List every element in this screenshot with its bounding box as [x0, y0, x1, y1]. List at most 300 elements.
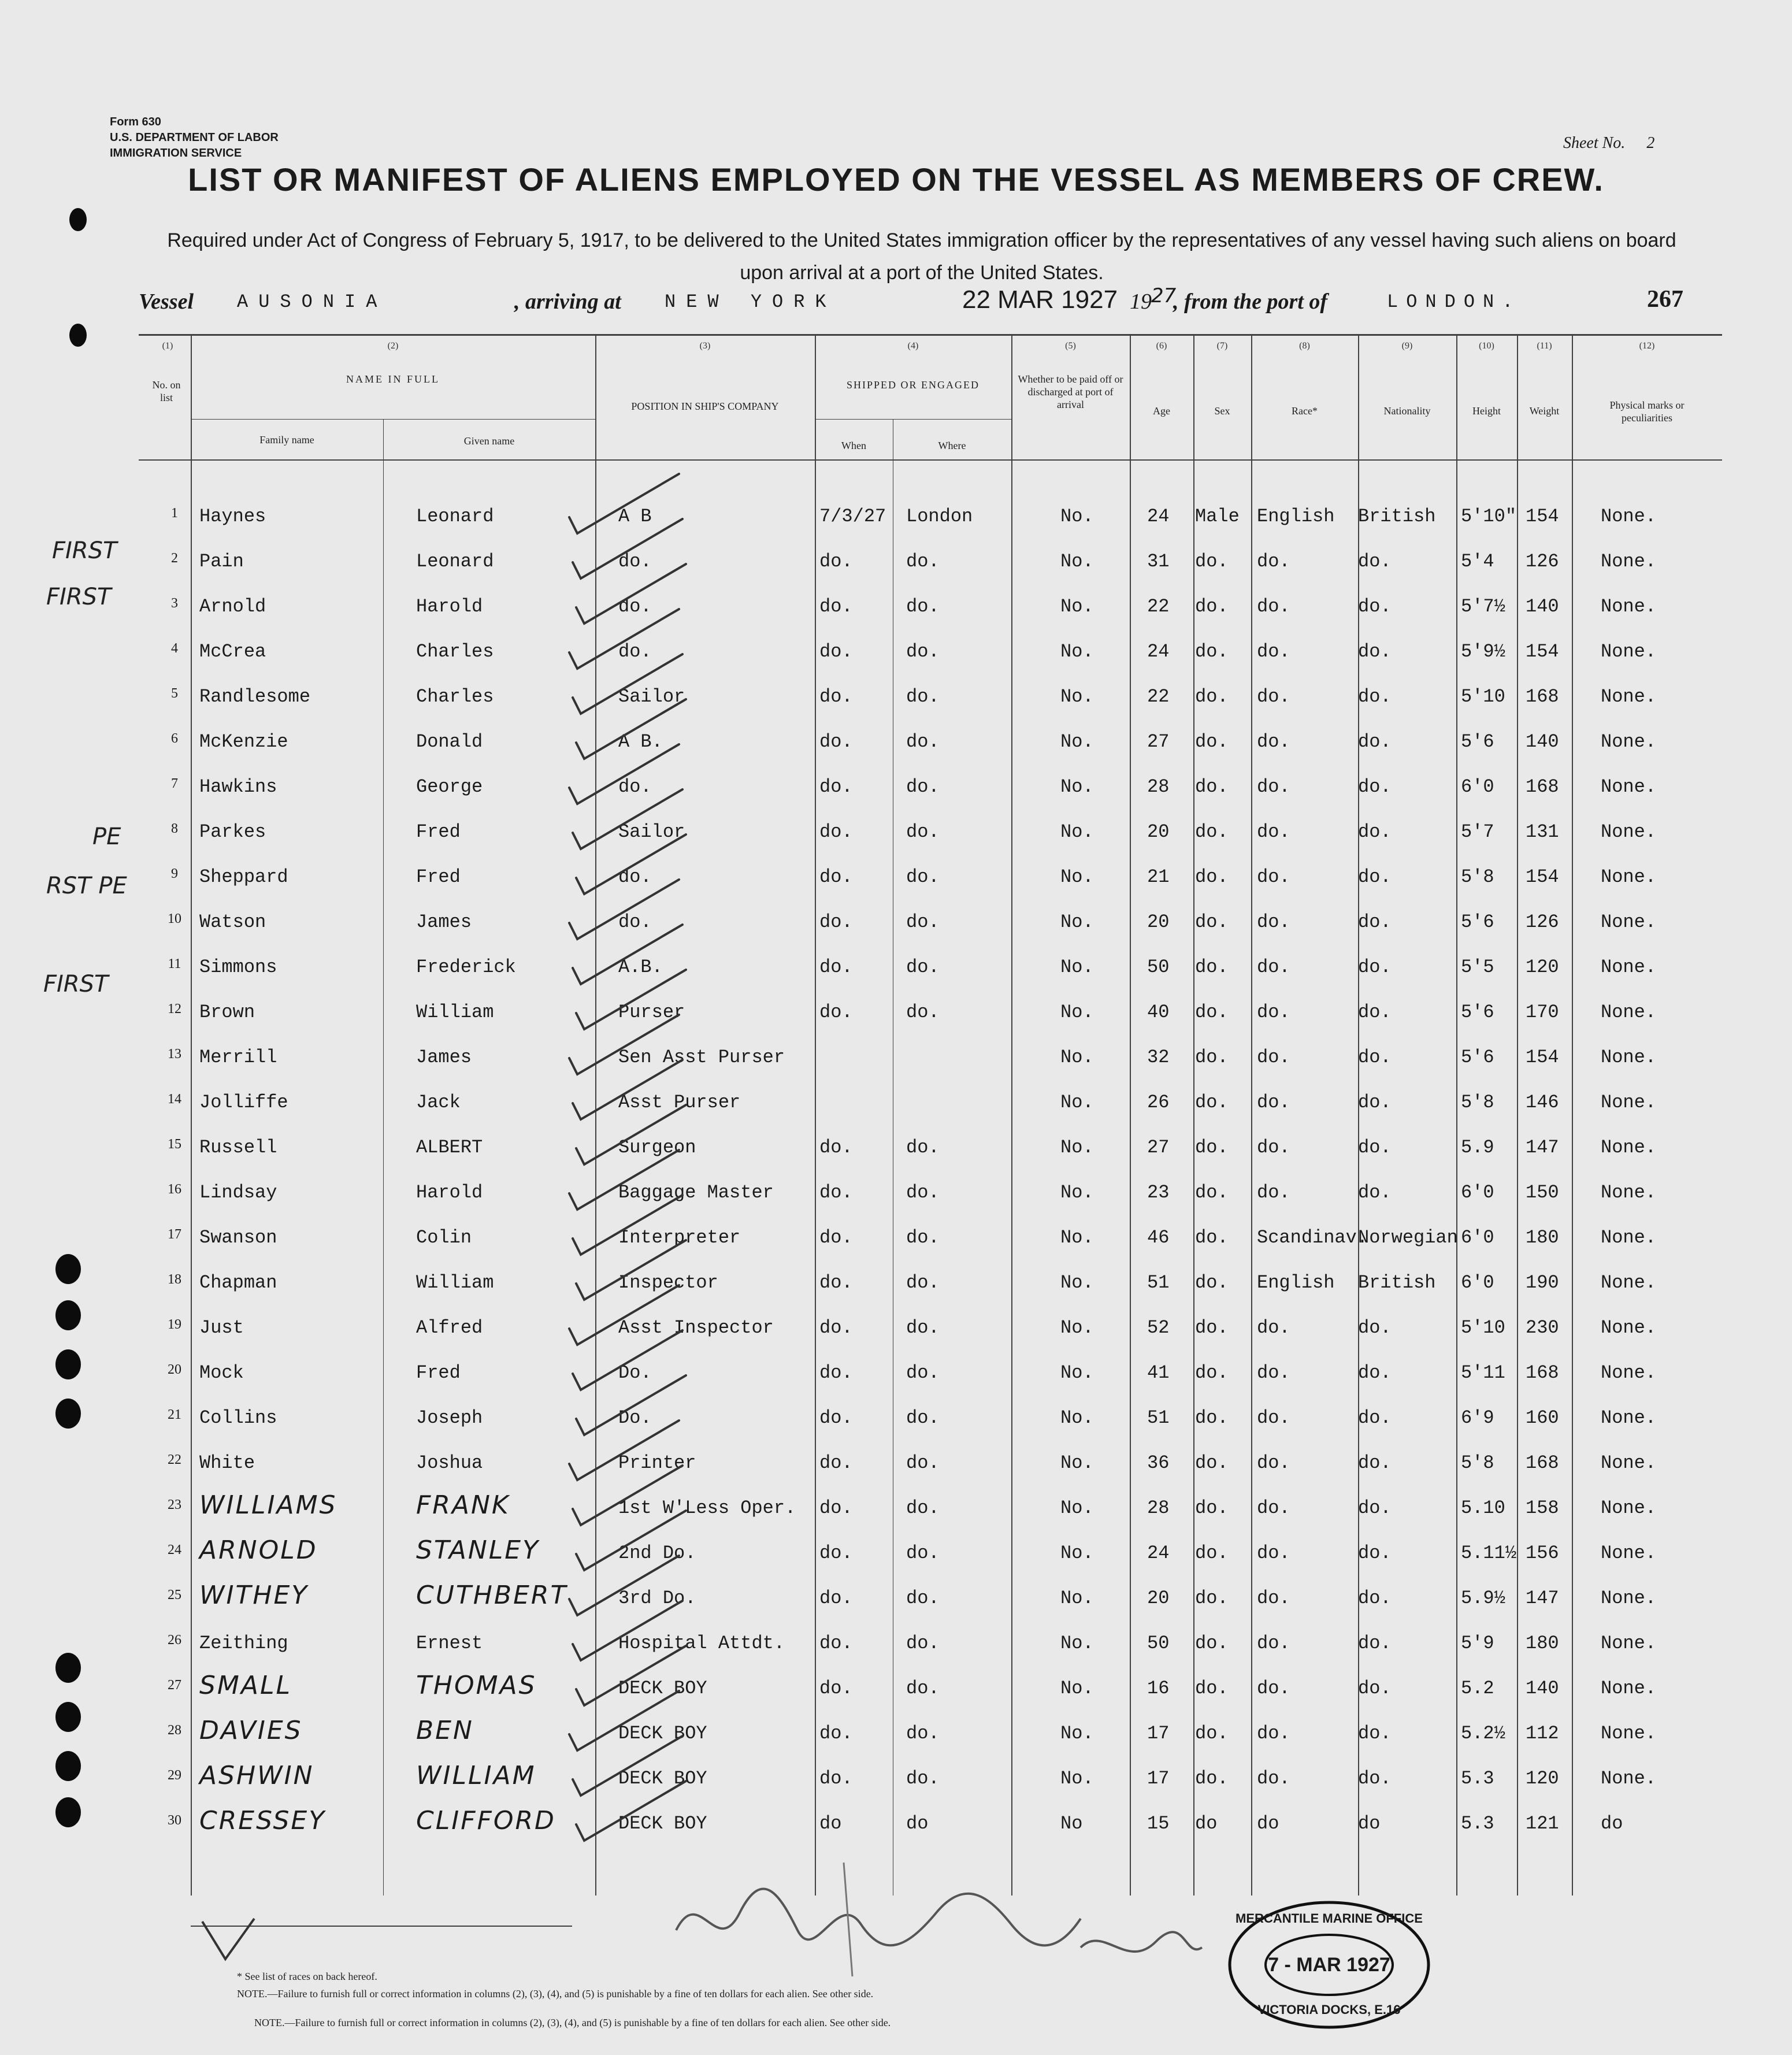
- cell-weight: 170: [1526, 1001, 1559, 1023]
- cell-age: 50: [1147, 1633, 1170, 1654]
- cell-sex: do.: [1195, 1047, 1229, 1068]
- cell-where: do.: [906, 551, 940, 572]
- cell-race: do.: [1257, 1497, 1290, 1519]
- cell-race: do.: [1257, 1182, 1290, 1203]
- cell-race: do.: [1257, 1317, 1290, 1338]
- cell-when: do.: [819, 1137, 853, 1158]
- cell-position: Asst Purser: [618, 1092, 741, 1113]
- cell-no: 7: [171, 776, 178, 791]
- cell-given: Fred: [416, 1362, 461, 1383]
- cell-where: do.: [906, 641, 940, 662]
- col-number: (12): [1639, 341, 1655, 351]
- check-mark: [569, 1150, 679, 1210]
- cell-race: do.: [1257, 596, 1290, 617]
- cell-height: 5'4: [1461, 551, 1494, 572]
- cell-given: Charles: [416, 641, 494, 662]
- cell-when: do.: [819, 1542, 853, 1564]
- cell-given: CUTHBERT: [416, 1581, 568, 1610]
- cell-race: do.: [1257, 686, 1290, 707]
- cell-when: do.: [819, 1182, 853, 1203]
- col-number: (9): [1401, 341, 1413, 351]
- cell-sex: do.: [1195, 1001, 1229, 1023]
- cell-where: do.: [906, 1001, 940, 1023]
- sheet-number: [1563, 134, 1654, 153]
- check-mark: [569, 474, 679, 533]
- cell-weight: 120: [1526, 956, 1559, 978]
- cell-race: do.: [1257, 1542, 1290, 1564]
- cell-no: 17: [168, 1227, 181, 1242]
- cell-race: English: [1257, 506, 1335, 527]
- agency-block: [110, 114, 279, 161]
- cell-where: do.: [906, 1452, 940, 1474]
- cell-marks: None.: [1601, 1317, 1657, 1338]
- cell-weight: 154: [1526, 641, 1559, 662]
- cell-nationality: do.: [1358, 866, 1392, 888]
- cell-family: McKenzie: [199, 731, 288, 752]
- check-mark: [573, 1195, 682, 1255]
- manifest-number: 267: [1647, 286, 1683, 313]
- cell-age: 32: [1147, 1047, 1170, 1068]
- col-number: (5): [1065, 341, 1076, 351]
- cell-no: 14: [168, 1092, 181, 1107]
- col-header-shipped: SHIPPED OR ENGAGED: [846, 379, 980, 391]
- cell-weight: 126: [1526, 911, 1559, 933]
- cell-paid: No.: [1060, 1362, 1094, 1383]
- cell-paid: No.: [1060, 506, 1094, 527]
- cell-weight: 154: [1526, 866, 1559, 888]
- cell-paid: No.: [1060, 866, 1094, 888]
- cell-where: do.: [906, 1678, 940, 1699]
- cell-where: do.: [906, 821, 940, 843]
- shipped-subheader-rule: [815, 419, 1011, 420]
- cell-position: Inspector: [618, 1272, 718, 1293]
- cell-paid: No.: [1060, 596, 1094, 617]
- cell-where: do.: [906, 686, 940, 707]
- cell-weight: 180: [1526, 1227, 1559, 1248]
- check-mark: [573, 1466, 682, 1525]
- cell-where: do.: [906, 1137, 940, 1158]
- header-bottom-rule: [139, 459, 1722, 461]
- cell-marks: None.: [1601, 1407, 1657, 1429]
- col-header-height: Height: [1472, 405, 1501, 417]
- cell-sex: do.: [1195, 1362, 1229, 1383]
- cell-age: 28: [1147, 776, 1170, 797]
- cell-marks: None.: [1601, 1272, 1657, 1293]
- binder-hole: [55, 1653, 81, 1683]
- cell-nationality: do.: [1358, 1497, 1392, 1519]
- cell-given: Fred: [416, 866, 461, 888]
- cell-marks: do: [1601, 1813, 1623, 1834]
- cell-weight: 140: [1526, 1678, 1559, 1699]
- cell-sex: do.: [1195, 1452, 1229, 1474]
- cell-race: do.: [1257, 821, 1290, 843]
- cell-race: do.: [1257, 776, 1290, 797]
- cell-when: 7/3/27: [819, 506, 886, 527]
- cell-age: 17: [1147, 1768, 1170, 1789]
- cell-marks: None.: [1601, 1678, 1657, 1699]
- cell-given: STANLEY: [416, 1535, 540, 1565]
- cell-paid: No.: [1060, 1407, 1094, 1429]
- cell-when: do.: [819, 731, 853, 752]
- mercantile-marine-stamp: [1225, 1898, 1433, 2031]
- cell-weight: 180: [1526, 1633, 1559, 1654]
- year-suffix: 27: [1151, 284, 1177, 307]
- cell-height: 5'8: [1461, 1452, 1494, 1474]
- cell-position: DECK BOY: [618, 1678, 707, 1699]
- cell-no: 4: [171, 641, 178, 656]
- cell-age: 22: [1147, 596, 1170, 617]
- cell-age: 51: [1147, 1407, 1170, 1429]
- cell-marks: None.: [1601, 1633, 1657, 1654]
- cell-paid: No.: [1060, 641, 1094, 662]
- cell-height: 5.2: [1461, 1678, 1494, 1699]
- cell-no: 28: [168, 1723, 181, 1738]
- cell-family: WILLIAMS: [199, 1490, 337, 1520]
- cell-when: do.: [819, 596, 853, 617]
- col-header-where: Where: [938, 440, 966, 451]
- binder-hole: [55, 1254, 81, 1284]
- document-subtitle: Required under Act of Congress of February 5, 1917, to be delivered to the United States immigration officer by the representatives of any vessel having such aliens on board upon arrival at a port of the United States.: [167, 229, 1676, 284]
- cell-race: do: [1257, 1813, 1279, 1834]
- col-number: (3): [699, 341, 711, 351]
- cell-marks: None.: [1601, 1768, 1657, 1789]
- cell-race: do.: [1257, 551, 1290, 572]
- cell-age: 51: [1147, 1272, 1170, 1293]
- cell-when: do.: [819, 911, 853, 933]
- cell-family: ASHWIN: [199, 1761, 314, 1790]
- cell-marks: None.: [1601, 731, 1657, 752]
- cell-no: 5: [171, 686, 178, 701]
- cell-sex: do.: [1195, 1497, 1229, 1519]
- cell-no: 1: [171, 506, 178, 521]
- cell-where: do.: [906, 1542, 940, 1564]
- cell-marks: None.: [1601, 686, 1657, 707]
- cell-nationality: do.: [1358, 956, 1392, 978]
- cell-family: ARNOLD: [199, 1535, 318, 1565]
- cell-sex: do.: [1195, 956, 1229, 978]
- check-mark: [569, 744, 679, 804]
- cell-marks: None.: [1601, 1542, 1657, 1564]
- cell-position: Interpreter: [618, 1227, 741, 1248]
- cell-family: Lindsay: [199, 1182, 277, 1203]
- cell-sex: do.: [1195, 1768, 1229, 1789]
- check-mark: [569, 1285, 679, 1345]
- cell-when: do.: [819, 1587, 853, 1609]
- cell-race: do.: [1257, 956, 1290, 978]
- cell-position: do.: [618, 911, 652, 933]
- cell-when: do.: [819, 956, 853, 978]
- cell-when: do.: [819, 866, 853, 888]
- cell-sex: Male: [1195, 506, 1240, 527]
- cell-race: do.: [1257, 911, 1290, 933]
- cell-paid: No.: [1060, 1047, 1094, 1068]
- cell-paid: No.: [1060, 1587, 1094, 1609]
- cell-nationality: do.: [1358, 731, 1392, 752]
- col-header-family: Family name: [259, 434, 314, 446]
- col-header-marks: Physical marks or peculiarities: [1609, 399, 1685, 424]
- cell-sex: do.: [1195, 551, 1229, 572]
- cell-given: FRANK: [416, 1490, 510, 1520]
- cell-no: 27: [168, 1678, 181, 1693]
- cell-sex: do.: [1195, 821, 1229, 843]
- cell-paid: No.: [1060, 911, 1094, 933]
- col-divider: [1011, 335, 1012, 1896]
- col-divider: [1130, 335, 1131, 1896]
- cell-sex: do.: [1195, 731, 1229, 752]
- cell-height: 5'7: [1461, 821, 1494, 843]
- cell-paid: No.: [1060, 686, 1094, 707]
- cell-position: do.: [618, 551, 652, 572]
- name-subheader-rule: [191, 419, 595, 420]
- cell-marks: None.: [1601, 821, 1657, 843]
- cell-given: Fred: [416, 821, 461, 843]
- cell-sex: do.: [1195, 1317, 1229, 1338]
- cell-no: 15: [168, 1137, 181, 1152]
- cell-position: Asst Inspector: [618, 1317, 774, 1338]
- col-number: (8): [1299, 341, 1310, 351]
- cell-weight: 158: [1526, 1497, 1559, 1519]
- col-header-age: Age: [1153, 405, 1170, 417]
- cell-weight: 120: [1526, 1768, 1559, 1789]
- cell-when: do.: [819, 1227, 853, 1248]
- footnote-penalty-repeat: NOTE.—Failure to furnish full or correct information in columns (2), (3), (4), and (5) is punishable by a fine of ten dollars for each alien. See other side.: [254, 2017, 891, 2028]
- cell-position: do.: [618, 596, 652, 617]
- check-mark: [573, 789, 682, 849]
- cell-where: do.: [906, 1768, 940, 1789]
- cell-when: do.: [819, 1633, 853, 1654]
- cell-given: William: [416, 1001, 494, 1023]
- cell-given: BEN: [416, 1716, 474, 1745]
- cell-nationality: do.: [1358, 911, 1392, 933]
- cell-marks: None.: [1601, 956, 1657, 978]
- cell-sex: do.: [1195, 911, 1229, 933]
- cell-paid: No.: [1060, 1272, 1094, 1293]
- binder-hole: [55, 1751, 81, 1781]
- cell-paid: No.: [1060, 1497, 1094, 1519]
- cell-where: do.: [906, 596, 940, 617]
- cell-no: 30: [168, 1813, 181, 1828]
- cell-weight: 131: [1526, 821, 1559, 843]
- cell-weight: 150: [1526, 1182, 1559, 1203]
- cell-where: do.: [906, 911, 940, 933]
- cell-when: do.: [819, 641, 853, 662]
- cell-when: do.: [819, 821, 853, 843]
- cell-height: 5'8: [1461, 866, 1494, 888]
- cell-position: 1st W'Less Oper.: [618, 1497, 796, 1519]
- cell-no: 18: [168, 1272, 181, 1287]
- vessel-name: AUSONIA: [237, 291, 388, 313]
- check-marks: [555, 462, 913, 1861]
- cell-race: do.: [1257, 1001, 1290, 1023]
- cell-paid: No.: [1060, 1633, 1094, 1654]
- cell-when: do.: [819, 1407, 853, 1429]
- cell-nationality: do.: [1358, 1633, 1392, 1654]
- sheet-value: 2: [1646, 134, 1655, 152]
- cell-family: Zeithing: [199, 1633, 288, 1654]
- cell-nationality: do.: [1358, 1137, 1392, 1158]
- cell-sex: do.: [1195, 1272, 1229, 1293]
- cell-age: 20: [1147, 1587, 1170, 1609]
- cell-race: do.: [1257, 1452, 1290, 1474]
- cell-position: Hospital Attdt.: [618, 1633, 785, 1654]
- margin-note: PE: [92, 824, 121, 850]
- cell-marks: None.: [1601, 1001, 1657, 1023]
- cell-no: 21: [168, 1407, 181, 1422]
- cell-age: 23: [1147, 1182, 1170, 1203]
- cell-paid: No.: [1060, 1317, 1094, 1338]
- cell-race: do.: [1257, 641, 1290, 662]
- cell-weight: 147: [1526, 1587, 1559, 1609]
- cell-marks: None.: [1601, 1182, 1657, 1203]
- cell-where: do.: [906, 776, 940, 797]
- cell-sex: do: [1195, 1813, 1218, 1834]
- cell-marks: None.: [1601, 641, 1657, 662]
- cell-age: 24: [1147, 1542, 1170, 1564]
- cell-paid: No.: [1060, 1452, 1094, 1474]
- check-mark: [569, 880, 679, 939]
- cell-given: Charles: [416, 686, 494, 707]
- cell-no: 22: [168, 1452, 181, 1467]
- cell-race: do.: [1257, 1678, 1290, 1699]
- cell-paid: No: [1060, 1813, 1083, 1834]
- cell-position: do.: [618, 866, 652, 888]
- cell-marks: None.: [1601, 1452, 1657, 1474]
- cell-given: CLIFFORD: [416, 1806, 556, 1835]
- stamp-office: MERCANTILE MARINE OFFICE: [1236, 1911, 1423, 1926]
- sheet-label: Sheet No.: [1563, 134, 1626, 152]
- cell-where: do.: [906, 956, 940, 978]
- cell-family: Merrill: [199, 1047, 277, 1068]
- cell-no: 24: [168, 1542, 181, 1557]
- check-mark: [569, 609, 679, 669]
- cell-sex: do.: [1195, 1182, 1229, 1203]
- cell-when: do.: [819, 1317, 853, 1338]
- col-header-race: Race*: [1292, 405, 1318, 417]
- cell-no: 8: [171, 821, 178, 836]
- form-number: Form 630: [110, 116, 161, 128]
- cell-given: James: [416, 911, 472, 933]
- cell-family: Randlesome: [199, 686, 311, 707]
- cell-where: do.: [906, 1272, 940, 1293]
- cell-race: do.: [1257, 866, 1290, 888]
- col-header-position: POSITION IN SHIP'S COMPANY: [631, 400, 779, 412]
- binder-hole: [55, 1797, 81, 1827]
- cell-height: 5.3: [1461, 1813, 1494, 1834]
- cell-sex: do.: [1195, 776, 1229, 797]
- cell-given: THOMAS: [416, 1671, 537, 1700]
- document-title: LIST OR MANIFEST OF ALIENS EMPLOYED ON THE VESSEL AS MEMBERS OF CREW.: [188, 161, 1604, 198]
- cell-no: 26: [168, 1633, 181, 1648]
- cell-family: Parkes: [199, 821, 266, 843]
- cell-position: 3rd Do.: [618, 1587, 696, 1609]
- cell-race: do.: [1257, 1587, 1290, 1609]
- check-mark: [573, 1060, 682, 1119]
- service-name: IMMIGRATION SERVICE: [110, 147, 242, 159]
- cell-marks: None.: [1601, 1047, 1657, 1068]
- arrival-port: NEW YORK: [665, 291, 837, 313]
- cell-marks: None.: [1601, 1362, 1657, 1383]
- cell-position: DECK BOY: [618, 1723, 707, 1744]
- cell-sex: do.: [1195, 1092, 1229, 1113]
- cell-height: 5'9½: [1461, 641, 1505, 662]
- cell-no: 23: [168, 1497, 181, 1512]
- cell-family: Hawkins: [199, 776, 277, 797]
- cell-age: 28: [1147, 1497, 1170, 1519]
- cell-paid: No.: [1060, 731, 1094, 752]
- cell-race: do.: [1257, 1092, 1290, 1113]
- col-number: (2): [387, 341, 399, 351]
- cell-nationality: do.: [1358, 1723, 1392, 1744]
- cell-family: SMALL: [199, 1671, 292, 1700]
- cell-nationality: British: [1358, 506, 1436, 527]
- cell-nationality: do.: [1358, 1182, 1392, 1203]
- cell-no: 6: [171, 731, 178, 746]
- binder-hole: [55, 1349, 81, 1379]
- cell-when: do.: [819, 1452, 853, 1474]
- cell-paid: No.: [1060, 1182, 1094, 1203]
- col-divider: [1193, 335, 1194, 1896]
- cell-family: CRESSEY: [199, 1806, 327, 1835]
- cell-age: 17: [1147, 1723, 1170, 1744]
- cell-family: Chapman: [199, 1272, 277, 1293]
- check-mark: [569, 1420, 679, 1480]
- cell-family: Arnold: [199, 596, 266, 617]
- binder-hole: [55, 1300, 81, 1330]
- cell-weight: 121: [1526, 1813, 1559, 1834]
- cell-marks: None.: [1601, 1723, 1657, 1744]
- cell-given: Donald: [416, 731, 483, 752]
- cell-height: 6'0: [1461, 776, 1494, 797]
- cell-no: 12: [168, 1001, 181, 1017]
- cell-family: Mock: [199, 1362, 244, 1383]
- check-mark: [573, 519, 682, 578]
- year-label: 19: [1130, 290, 1152, 314]
- cell-when: do.: [819, 1001, 853, 1023]
- cell-position: DECK BOY: [618, 1813, 707, 1834]
- cell-nationality: do.: [1358, 686, 1392, 707]
- col-divider: [1456, 335, 1457, 1896]
- cell-position: Do.: [618, 1362, 652, 1383]
- cell-position: Sen Asst Purser: [618, 1047, 785, 1068]
- cell-family: Watson: [199, 911, 266, 933]
- cell-weight: 168: [1526, 686, 1559, 707]
- arrival-date-stamp: 22 MAR 1927: [962, 285, 1118, 314]
- departure-port: LONDON.: [1387, 291, 1522, 313]
- footnote-races: * See list of races on back hereof.: [237, 1971, 377, 1982]
- cell-no: 13: [168, 1047, 181, 1062]
- cell-given: Leonard: [416, 551, 494, 572]
- cell-race: do.: [1257, 1407, 1290, 1429]
- cell-when: do.: [819, 1768, 853, 1789]
- cell-nationality: do.: [1358, 641, 1392, 662]
- cell-nationality: do.: [1358, 1587, 1392, 1609]
- cell-paid: No.: [1060, 1678, 1094, 1699]
- department-name: U.S. DEPARTMENT OF LABOR: [110, 131, 279, 144]
- cell-height: 5'5: [1461, 956, 1494, 978]
- cell-given: Harold: [416, 1182, 483, 1203]
- cell-family: Simmons: [199, 956, 277, 978]
- vessel-label: Vessel: [139, 290, 194, 314]
- cell-nationality: do.: [1358, 1542, 1392, 1564]
- cell-given: Joseph: [416, 1407, 483, 1429]
- check-mark: [573, 1736, 682, 1796]
- cell-age: 24: [1147, 641, 1170, 662]
- cell-weight: 190: [1526, 1272, 1559, 1293]
- binder-hole: [55, 1399, 81, 1429]
- col-divider: [383, 419, 384, 1896]
- cell-family: Collins: [199, 1407, 277, 1429]
- cell-age: 20: [1147, 821, 1170, 843]
